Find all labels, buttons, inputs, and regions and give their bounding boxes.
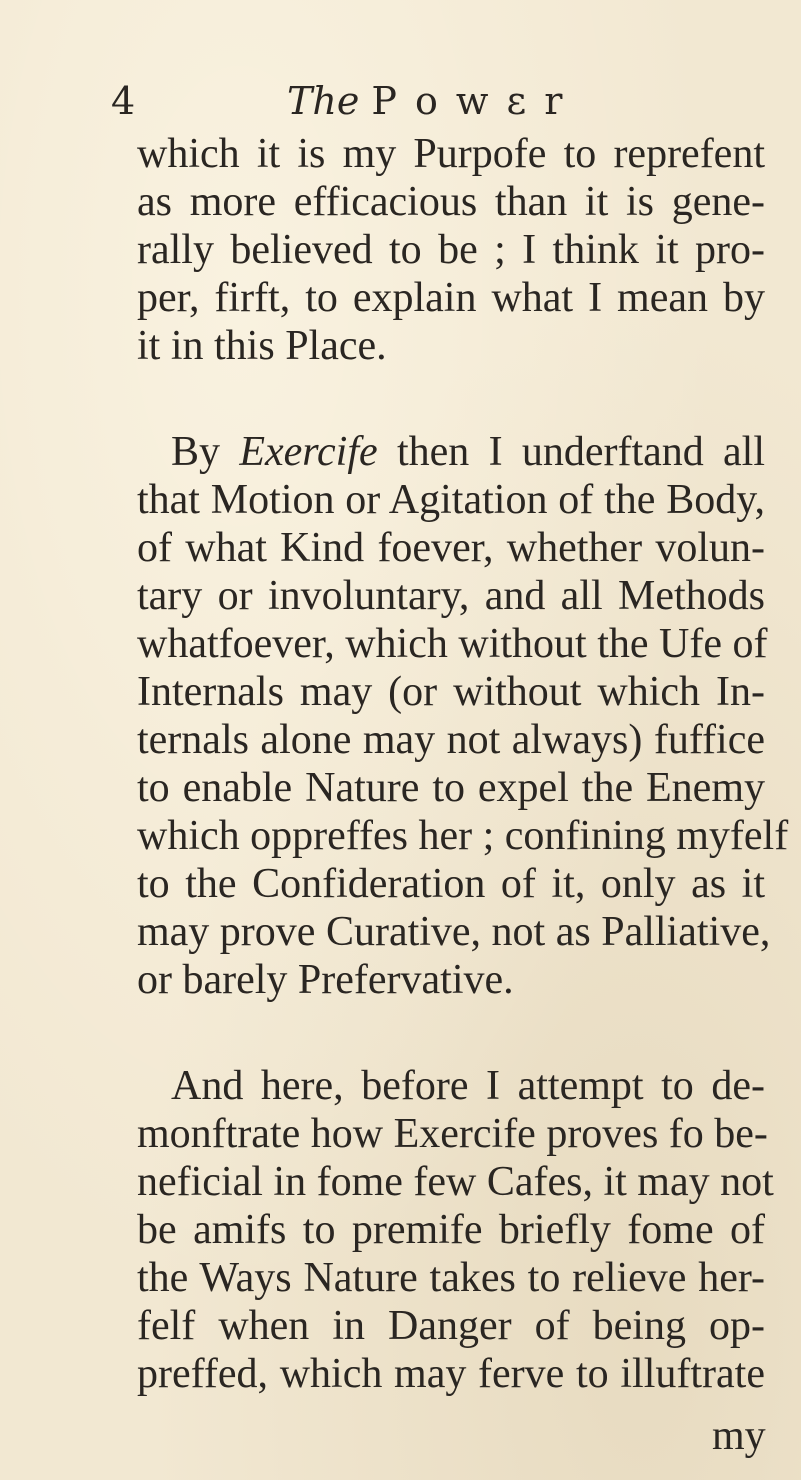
running-head — [287, 76, 565, 126]
text-line: or barely Prefervative. — [137, 957, 514, 1003]
text-line: it in this Place. — [137, 323, 387, 369]
text-line: which it is my Purpofe to reprefent — [137, 131, 765, 177]
body-text — [137, 130, 789, 1398]
paragraph-gap — [137, 1004, 777, 1062]
page-header — [0, 76, 801, 126]
text-line — [137, 428, 765, 476]
text-line: felf when in Danger of being op- — [137, 1303, 765, 1349]
text-line: the Ways Nature takes to relieve her- — [137, 1255, 765, 1301]
page-number: 4 — [111, 79, 136, 123]
running-head-title: P o w ɛ r — [371, 79, 566, 123]
text-line: of what Kind foever, whether volun- — [137, 525, 765, 571]
text-line: to enable Nature to expel the Enemy — [137, 765, 765, 811]
text-line: monftrate how Exercife proves fo be- — [137, 1111, 768, 1157]
text-run: By — [171, 429, 221, 475]
text-line: whatfoever, which without the Ufe of — [137, 621, 768, 667]
text-line: Internals may (or without which In- — [137, 669, 765, 715]
text-line: And here, before I attempt to de- — [171, 1063, 765, 1109]
text-line: as more efficacious than it is gene- — [137, 179, 765, 225]
paragraph-2 — [137, 428, 789, 1004]
paragraph-gap — [137, 370, 777, 428]
paragraph-1 — [137, 130, 777, 370]
paragraph-3 — [137, 1062, 777, 1398]
text-line: rally believed to be ; I think it pro- — [137, 227, 765, 273]
text-line: per, firft, to explain what I mean by — [137, 275, 765, 321]
running-head-italic: The — [287, 79, 360, 123]
italic-term: Exercife — [239, 429, 378, 475]
text-line: preffed, which may ferve to illuftrate — [137, 1351, 765, 1397]
catchword: my — [712, 1413, 766, 1459]
text-run: then I underftand all — [396, 429, 766, 475]
text-line: neficial in fome few Cafes, it may not — [137, 1159, 774, 1205]
text-line: which oppreffes her ; confining myfelf — [137, 813, 789, 859]
text-line: tary or involuntary, and all Methods — [137, 573, 765, 619]
text-line: may prove Curative, not as Palliative, — [137, 909, 771, 955]
text-line: ternals alone may not always) fuffice — [137, 717, 765, 763]
text-line: be amifs to premife briefly fome of — [137, 1207, 765, 1253]
text-line: that Motion or Agitation of the Body, — [137, 477, 765, 523]
text-line: to the Confideration of it, only as it — [137, 861, 765, 907]
